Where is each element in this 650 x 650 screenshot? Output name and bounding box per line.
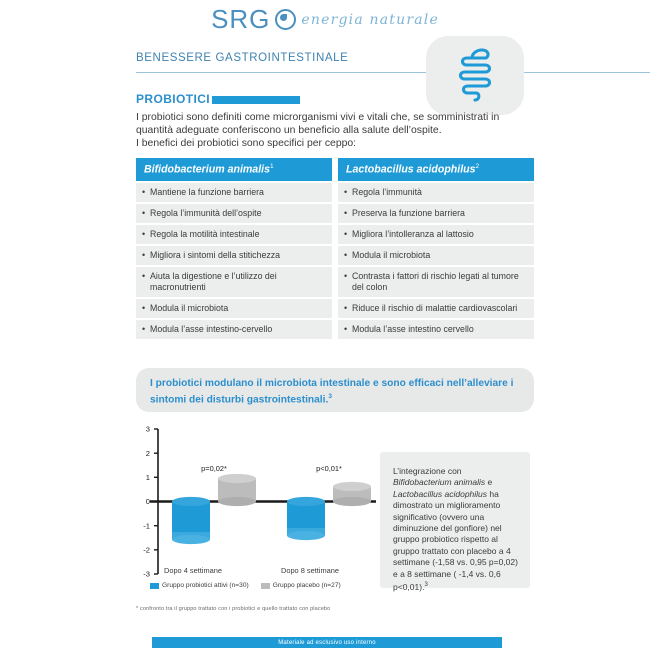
intro-line-2: quantità adeguate conferiscono un beneficio alla salute dell’ospite.: [136, 125, 442, 137]
chart-caption: [136, 566, 386, 606]
reference-marker: 2: [475, 163, 480, 170]
callout-text: I probiotici modulano il microbiota intestinale e sono efficaci nell’alleviare i sintomi dei disturbi gastrointestinali.: [150, 378, 514, 406]
conclusion-strain-2: Lactobacillus acidophilus: [393, 488, 488, 499]
table-row: • Migliora i sintomi della stitichezza: [136, 246, 332, 265]
conclusion-part-2: e: [485, 477, 493, 488]
legend-label: Gruppo placebo (n=27): [272, 582, 341, 589]
bar-placebo-4w: [218, 474, 256, 506]
callout-text-wrap: [150, 377, 520, 406]
brand-tagline: energia naturale: [301, 11, 439, 28]
conclusion-strain-1: Bifidobacterium animalis: [393, 477, 486, 488]
table-row: • Migliora l’intolleranza al lattosio: [338, 225, 534, 244]
page-title: BENESSERE GASTROINTESTINALE: [136, 52, 349, 64]
bar-probiotic-8w: [287, 497, 325, 540]
leaf-circle-icon: [275, 9, 296, 30]
highlight-callout: [136, 368, 534, 412]
table-header: [136, 158, 332, 181]
strain-benefit-tables: [136, 158, 534, 339]
conclusion-text: [393, 466, 519, 593]
footer-label: Materiale ad esclusivo uso interno: [278, 639, 376, 646]
legend-item-probiotic: [150, 582, 249, 589]
table-row: • Regola l’immunità dell’ospite: [136, 204, 332, 223]
reference-marker: 3: [328, 393, 332, 400]
strain-name: Bifidobacterium animalis: [144, 163, 270, 176]
reference-marker: 1: [269, 163, 274, 170]
probiotics-heading: PROBIOTICI: [136, 92, 211, 106]
table-row: • Modula l’asse intestino cervello: [338, 320, 534, 339]
table-row: • Modula l’asse intestino-cervello: [136, 320, 332, 339]
intro-line-1: I probiotici sono definiti come microrganismi vivi e vitali che, se somministrati in: [136, 112, 500, 123]
ytick-label: -1: [143, 521, 150, 531]
ytick-label: 2: [145, 448, 150, 458]
xtick-label-4w: Dopo 4 settimane: [164, 566, 222, 575]
table-row: • Modula il microbiota: [136, 299, 332, 318]
reference-marker: 3: [424, 582, 428, 589]
table-row: • Mantiene la funzione barriera: [136, 183, 332, 202]
table-row: • Modula il microbiota: [338, 246, 534, 265]
table-row: • Preserva la funzione barriera: [338, 204, 534, 223]
table-row: • Regola l’immunità: [338, 183, 534, 202]
table-row: • Regola la motilità intestinale: [136, 225, 332, 244]
heading-accent-bar: [212, 96, 300, 104]
legend-item-placebo: [261, 582, 341, 589]
pvalue-label-4w: p=0,02*: [201, 464, 227, 473]
table-header: [338, 158, 534, 181]
brand-name: SRG: [211, 4, 271, 34]
ytick-label: 3: [145, 424, 150, 434]
legend-swatch-icon: [150, 583, 159, 589]
table-row: • Riduce il rischio di malattie cardiovascolari: [338, 299, 534, 318]
footer-bar: [152, 637, 502, 648]
conclusion-part-3: ha dimostrato un miglioramento significativo (ovvero una diminuzione del gonfiore) nel gruppo probiotico rispetto al gruppo trattato con placebo a 4 settimane (-1,58 vs. 0,95 p=0,02) e a 8 settimane ( -1,4 vs. 0,6 p<0,01).: [393, 488, 518, 592]
strain-table-bifidobacterium: [136, 158, 332, 339]
brand-logo: [0, 4, 650, 35]
y-axis-labels: [143, 425, 150, 579]
bar-probiotic-4w: [172, 497, 210, 544]
conclusion-box: [380, 452, 530, 592]
intro-paragraph: [136, 111, 521, 151]
ytick-label: -2: [143, 545, 150, 555]
legend-label: Gruppo probiotici attivi (n=30): [162, 582, 249, 589]
ytick-label: 0: [145, 497, 150, 507]
bar-placebo-8w: [333, 482, 371, 506]
title-divider: [136, 72, 650, 73]
chart-legend: [150, 582, 341, 589]
table-row: • Aiuta la digestione e l’utilizzo dei macronutrienti: [136, 267, 332, 297]
ytick-label: -3: [143, 569, 150, 579]
ytick-label: 1: [145, 472, 150, 482]
strain-table-lactobacillus: [338, 158, 534, 339]
xtick-label-8w: Dopo 8 settimane: [281, 566, 339, 575]
table-row: • Contrasta i fattori di rischio legati al tumore del colon: [338, 267, 534, 297]
legend-swatch-icon: [261, 583, 270, 589]
intestine-badge: [426, 36, 524, 115]
chart-footnote: * confronto tra il gruppo trattato con i probiotici e quello trattato con placebo: [136, 606, 331, 612]
strain-name: Lactobacillus acidophilus: [346, 163, 476, 176]
pvalue-label-8w: p<0,01*: [316, 464, 342, 473]
intestine-icon: [452, 46, 498, 104]
pvalue-annotations: [201, 464, 342, 473]
conclusion-part-1: L’integrazione con: [393, 466, 462, 476]
intro-line-3: I benefici dei probiotici sono specifici per ceppo:: [136, 138, 357, 150]
